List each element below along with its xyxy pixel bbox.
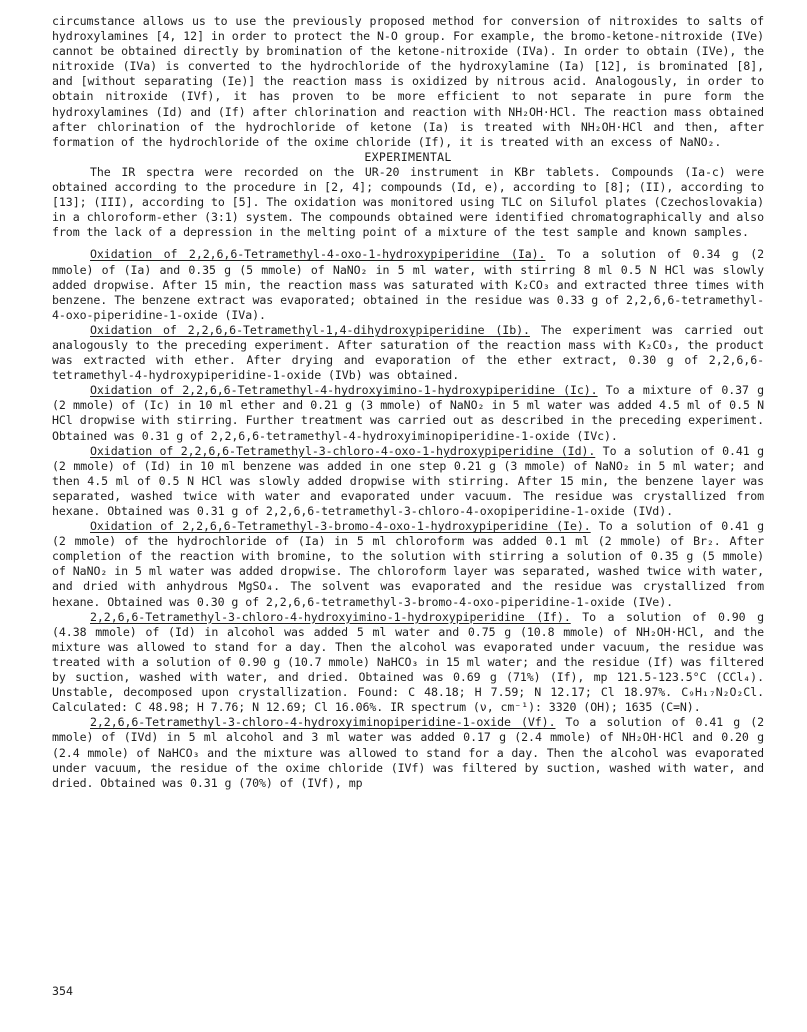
experimental-intro-paragraph: The IR spectra were recorded on the UR-20 instrument in KBr tablets. Compounds (Ia-c) were obtained according to the procedure in [2, 4]; compounds (Id, e), according to [8]; (II), according to [13]; (III), according to [5]. The oxidation was monitored using TLC on Silufol plates (Czechoslovakia) in a chloroform-ether (3:1) system. The compounds obtained were identified chromatographically and also from the lack of a depression in the melting point of a mixture of the test sample and known samples. (52, 164, 764, 240)
procedure-body: To a solution of 0.41 g (2 mmole) of (IVd) in 5 ml alcohol and 3 ml water was added 0.17 g (2.4 mmole) of NH₂OH·HCl and 0.20 g (2.4 mmole) of NaHCO₃ and the mixture was allowed to stand for a day. Then the alcohol was evaporated under vacuum, the residue of the oxime chloride (IVf) was filtered by suction, washed with water, and dried. Obtained was 0.31 g (70%) of (IVf), mp (52, 715, 764, 790)
procedure-ie (52, 519, 764, 610)
procedure-title: Oxidation of 2,2,6,6-Tetramethyl-4-hydroxyimino-1-hydroxypiperidine (Ic). (90, 383, 598, 398)
procedure-body: To a solution of 0.41 g (2 mmole) of the hydrochloride of (Ia) in 5 ml chloroform was added 0.1 ml (2 mmole) of Br₂. After completion of the reaction with bromine, to the solution with stirring a solution of 0.35 g (5 mmole) of NaNO₂ in 5 ml water was added dropwise. The chloroform layer was separated, washed twice with water, and dried with anhydrous MgSO₄. The solvent was evaporated and the residue was crystallized from hexane. Obtained was 0.30 g of 2,2,6,6-tetramethyl-3-bromo-4-oxo-piperidine-1-oxide (IVe). (52, 519, 764, 609)
page-number: 354 (52, 984, 73, 998)
procedure-ic (52, 383, 764, 443)
procedure-title: Oxidation of 2,2,6,6-Tetramethyl-3-chloro-4-oxo-1-hydroxypiperidine (Id). (90, 443, 596, 458)
section-heading-experimental: EXPERIMENTAL (364, 149, 452, 164)
procedure-ib (52, 323, 764, 383)
procedure-vf (52, 715, 764, 790)
procedure-title: 2,2,6,6-Tetramethyl-3-chloro-4-hydroxyimino-1-hydroxypiperidine (If). (90, 609, 571, 624)
procedure-body: The experiment was carried out analogously to the preceding experiment. After saturation of the reaction mass with K₂CO₃, the product was extracted with ether. After drying and evaporation of the ether extract, 0.30 g of 2,2,6,6-tetramethyl-4-hydroxypiperidine-1-oxide (IVb) was obtained. (52, 322, 764, 383)
procedure-if (52, 610, 764, 716)
procedure-title: 2,2,6,6-Tetramethyl-3-chloro-4-hydroxyiminopiperidine-1-oxide (Vf). (90, 715, 556, 730)
procedure-ia (52, 247, 764, 322)
procedure-body: To a mixture of 0.37 g (2 mmole) of (Ic) in 10 ml ether and 0.21 g (3 mmole) of NaNO₂ in 5 ml water was added 4.5 ml of 0.5 N HCl dropwise with stirring. Further treatment was carried out as described in the preceding experiment. Obtained was 0.31 g of 2,2,6,6-tetramethyl-4-hydroxyiminopiperidine-1-oxide (IVc). (52, 383, 765, 443)
procedure-title: Oxidation of 2,2,6,6-Tetramethyl-4-oxo-1-hydroxypiperidine (Ia). (90, 247, 546, 262)
page-body (52, 14, 764, 791)
procedure-body: To a solution of 0.34 g (2 mmole) of (Ia) and 0.35 g (5 mmole) of NaNO₂ in 5 ml water, with stirring 8 ml 0.5 N HCl was slowly added dropwise. After 15 min, the reaction mass was saturated with K₂CO₃ and extracted three times with benzene. The benzene extract was evaporated; obtained in the residue was 0.33 g of 2,2,6,6-tetramethyl-4-oxo-piperidine-1-oxide (IVa). (52, 247, 764, 322)
procedure-body: To a solution of 0.90 g (4.38 mmole) of (Id) in alcohol was added 5 ml water and 0.75 g (10.8 mmole) of NH₂OH·HCl, and the mixture was allowed to stand for a day. Then the alcohol was evaporated under vacuum, the residue was treated with a solution of 0.90 g (10.7 mmole) NaHCO₃ in 15 ml water; and the residue (If) was filtered by suction, washed with water, and dried. Obtained was 0.69 g (71%) (If), mp 121.5-123.5°C (CCl₄). Unstable, decomposed upon crystallization. Found: C 48.18; H 7.59; N 12.17; Cl 18.97%. C₉H₁₇N₂O₂Cl. Calculated: C 48.98; H 7.76; N 12.69; Cl 16.06%. IR spectrum (ν, cm⁻¹): 3320 (OH); 1635 (C=N). (52, 609, 764, 715)
procedure-title: Oxidation of 2,2,6,6-Tetramethyl-3-bromo-4-oxo-1-hydroxypiperidine (Ie). (90, 519, 591, 534)
procedure-title: Oxidation of 2,2,6,6-Tetramethyl-1,4-dihydroxypiperidine (Ib). (90, 322, 530, 337)
intro-paragraph: circumstance allows us to use the previously proposed method for conversion of nitroxides to salts of hydroxylamines [4, 12] in order to protect the N-O group. For example, the bromo-ketone-nitroxide (IVe) cannot be obtained directly by bromination of the ketone-nitroxide (IVa). In order to obtain (IVe), the nitroxide (IVa) is converted to the hydrochloride of the hydroxylamine (Ia) [12], is brominated [8], and [without separating (Ie)] the reaction mass is oxidized by nitrous acid. Analogously, in order to obtain nitroxide (IVf), it has proven to be more efficient to not separate in pure form the hydroxylamines (Id) and (If) after chlorination and reaction with NH₂OH·HCl. The reaction mass obtained after chlorination of the hydrochloride of ketone (Ia) is treated with NH₂OH·HCl and then, after formation of the hydrochloride of the oxime chloride (If), it is treated with an excess of NaNO₂. (52, 14, 764, 149)
procedure-body: To a solution of 0.41 g (2 mmole) of (Id) in 10 ml benzene was added in one step 0.21 g (3 mmole) of NaNO₂ in 5 ml water; and then 4.5 ml of 0.5 N HCl was slowly added dropwise with stirring. After 15 min, the benzene layer was separated, washed twice with water and evaporated under vacuum. The residue was crystallized from hexane. Obtained was 0.31 g of 2,2,6,6-tetramethyl-3-chloro-4-oxopiperidine-1-oxide (IVd). (52, 443, 764, 518)
procedure-id (52, 444, 764, 519)
